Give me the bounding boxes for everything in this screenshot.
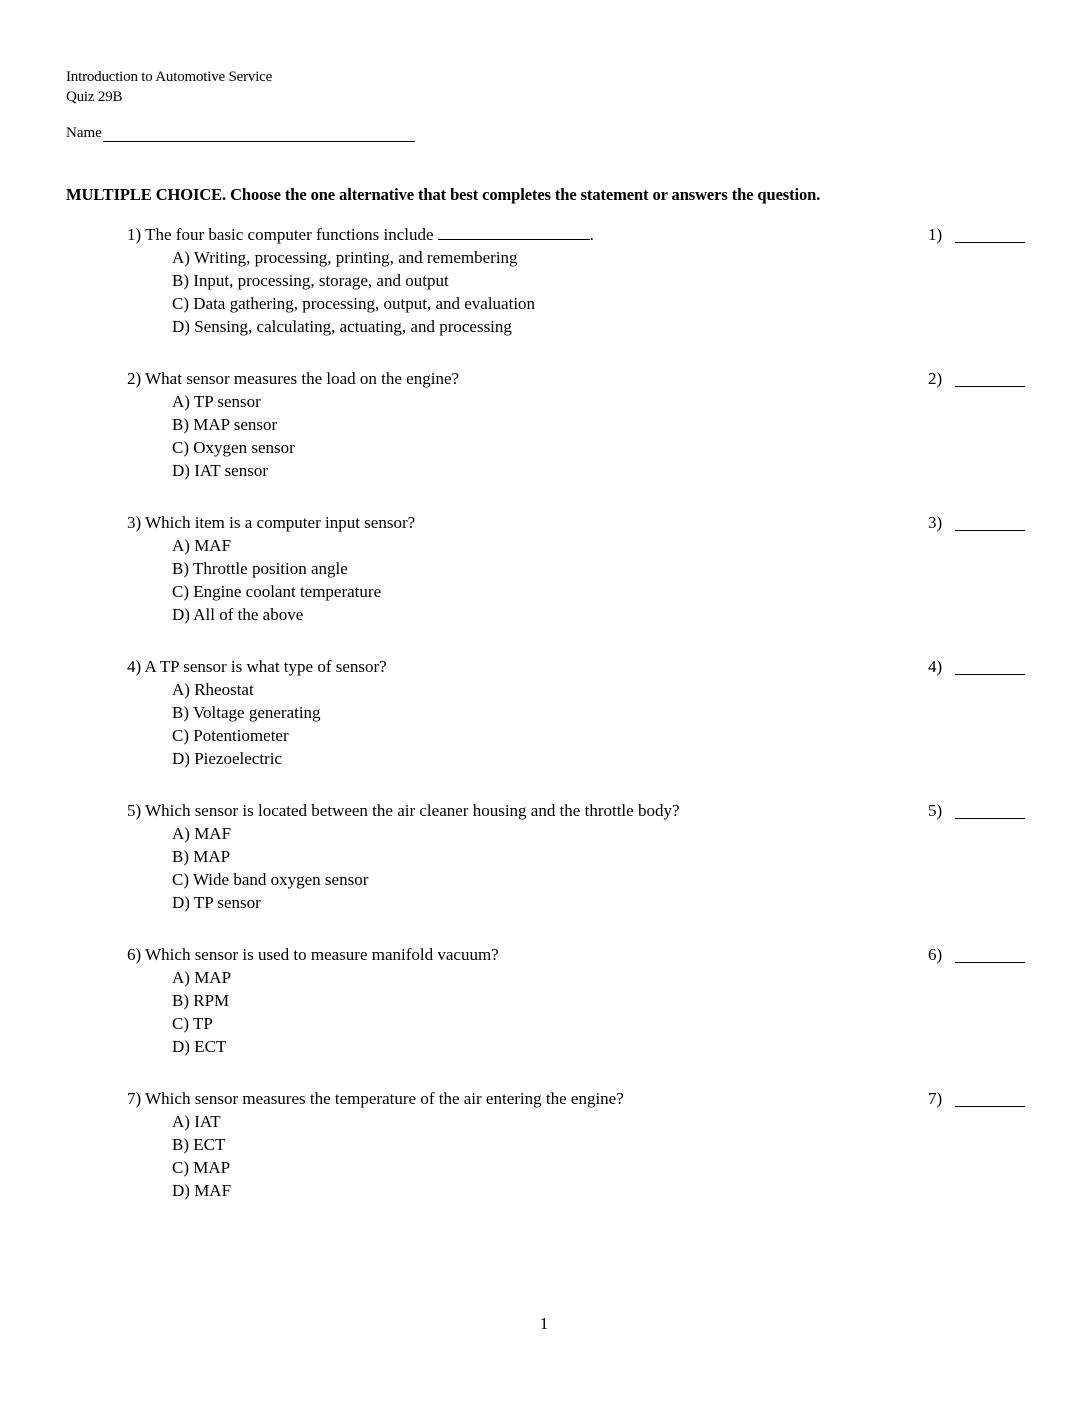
question-stem [127,655,1027,678]
question-list [127,223,1027,1231]
question-stem [127,223,1027,246]
answer-option[interactable]: C) Oxygen sensor [172,438,295,457]
answer-option[interactable]: A) TP sensor [172,392,261,411]
answer-number: 1) [928,225,943,244]
instructions: MULTIPLE CHOICE. Choose the one alternative that best completes the statement or answers the question. [66,185,821,204]
question [127,511,1027,655]
answer-blank-line[interactable] [955,530,1025,531]
question-stem [127,367,1027,390]
answer-option[interactable]: C) Engine coolant temperature [172,582,382,601]
answer-option[interactable]: A) Rheostat [172,680,254,699]
question [127,943,1027,1087]
answer-option[interactable]: B) Voltage generating [172,703,321,722]
answer-option[interactable]: C) Data gathering, processing, output, and evaluation [172,294,536,313]
fill-in-blank[interactable] [438,223,590,240]
answer-option[interactable]: B) Throttle position angle [172,559,348,578]
answer-number: 3) [928,513,943,532]
question [127,367,1027,511]
question [127,1087,1027,1231]
blank-suffix: . [589,225,594,244]
answer-option[interactable]: D) ECT [172,1037,227,1056]
answer-option[interactable]: D) IAT sensor [172,461,269,480]
answer-blank-line[interactable] [955,674,1025,675]
answer-number: 5) [928,801,943,820]
answer-option[interactable]: C) Potentiometer [172,726,289,745]
answer-option[interactable]: D) Sensing, calculating, actuating, and processing [172,317,512,336]
answer-option[interactable]: A) Writing, processing, printing, and remembering [172,248,518,267]
question-text: Which sensor is located between the air cleaner housing and the throttle body? [145,801,680,820]
question [127,655,1027,799]
course-title: Introduction to Automotive Service [66,69,273,85]
question-text: The four basic computer functions include [145,225,434,244]
question-number: 5) [127,801,142,820]
question-text: Which item is a computer input sensor? [145,513,416,532]
answer-blank-line[interactable] [955,818,1025,819]
answer-option[interactable]: B) RPM [172,991,230,1010]
question-number: 3) [127,513,142,532]
answer-blank-line[interactable] [955,386,1025,387]
answer-blank-line[interactable] [955,1106,1025,1107]
answer-option[interactable]: C) Wide band oxygen sensor [172,870,369,889]
answer-option[interactable]: B) ECT [172,1135,226,1154]
answer-option[interactable]: B) Input, processing, storage, and output [172,271,449,290]
answer-option[interactable]: D) TP sensor [172,893,261,912]
name-field[interactable] [66,125,415,142]
answer-option[interactable]: B) MAP sensor [172,415,278,434]
question-number: 6) [127,945,142,964]
answer-option[interactable]: A) MAF [172,824,232,843]
question-number: 1) [127,225,142,244]
answer-option[interactable]: A) MAF [172,536,232,555]
question-stem [127,943,1027,966]
answer-blank-line[interactable] [955,242,1025,243]
answer-number: 7) [928,1089,943,1108]
question-stem [127,1087,1027,1110]
question-number: 4) [127,657,142,676]
answer-option[interactable]: D) All of the above [172,605,304,624]
question-text: Which sensor is used to measure manifold vacuum? [145,945,499,964]
answer-option[interactable]: A) MAP [172,968,232,987]
answer-option[interactable]: D) MAF [172,1181,232,1200]
question-number: 7) [127,1089,142,1108]
answer-number: 2) [928,369,943,388]
page-number: 1 [539,1314,549,1333]
question-number: 2) [127,369,142,388]
question-text: What sensor measures the load on the engine? [145,369,460,388]
question [127,223,1027,367]
question-text: Which sensor measures the temperature of the air entering the engine? [145,1089,624,1108]
quiz-title: Quiz 29B [66,89,123,105]
answer-option[interactable]: D) Piezoelectric [172,749,282,768]
question [127,799,1027,943]
question-stem [127,511,1027,534]
question-stem [127,799,1027,822]
name-label: Name [66,125,102,141]
answer-option[interactable]: B) MAP [172,847,231,866]
answer-number: 6) [928,945,943,964]
question-text: A TP sensor is what type of sensor? [144,657,387,676]
answer-number: 4) [928,657,943,676]
name-blank-line[interactable] [103,125,415,142]
answer-blank-line[interactable] [955,962,1025,963]
answer-option[interactable]: C) MAP [172,1158,231,1177]
answer-option[interactable]: C) TP [172,1014,213,1033]
answer-option[interactable]: A) IAT [172,1112,221,1131]
